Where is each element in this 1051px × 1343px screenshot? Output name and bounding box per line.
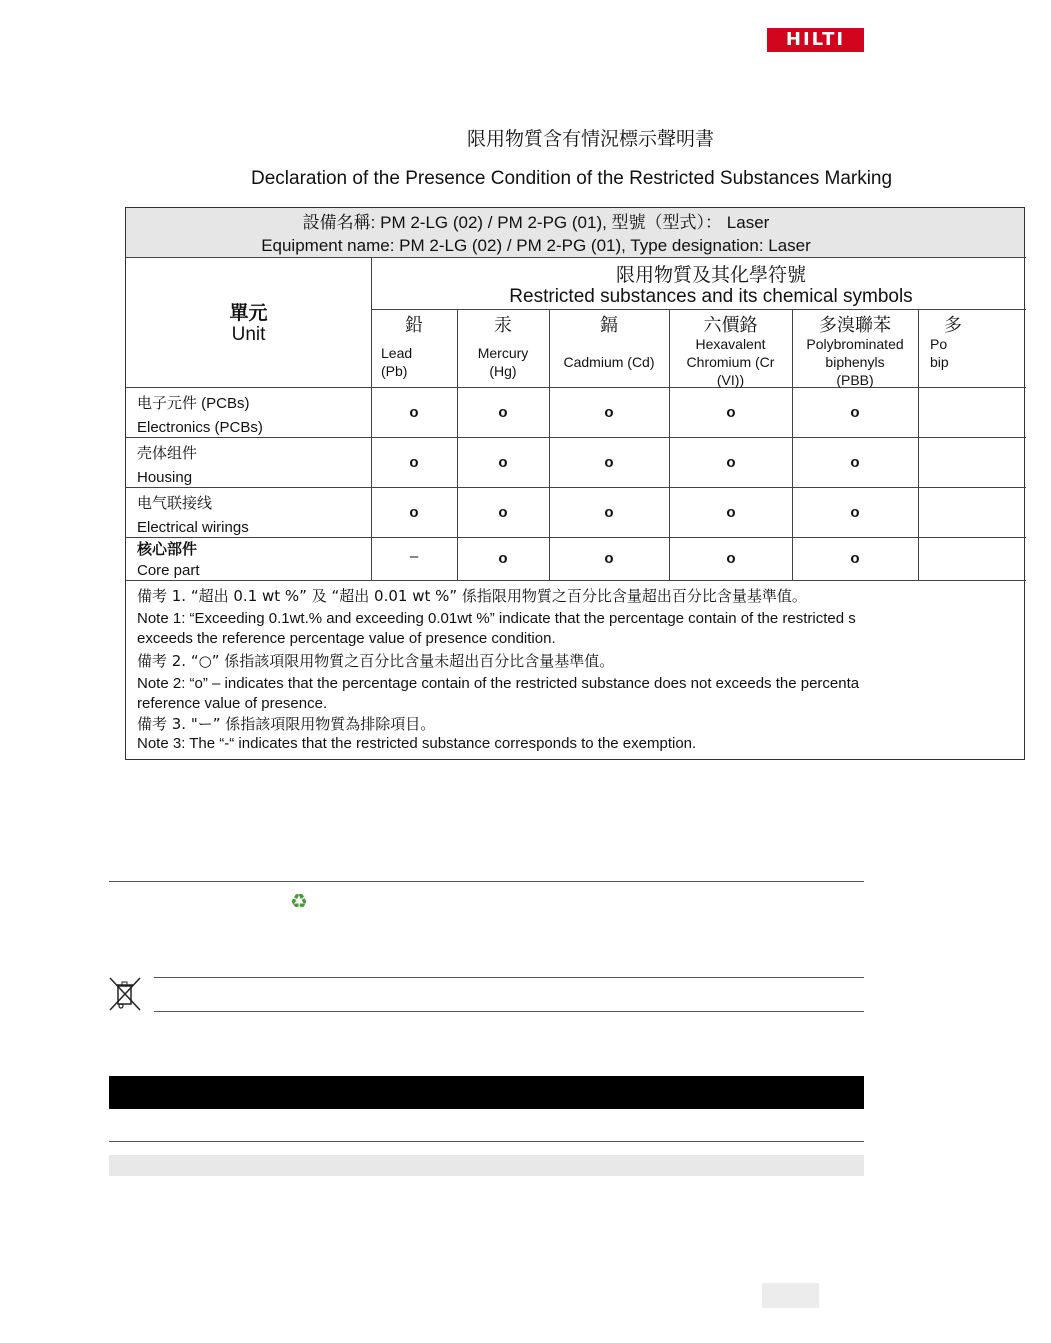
restricted-header-en: Restricted substances and its chemical symbols	[509, 286, 913, 307]
value-cell: o	[409, 404, 419, 421]
note-1-cn: 備考 1. “超出 0.1 wt %” 及 “超出 0.01 wt %” 係指限用物質之百分比含量超出百分比含量基準值。	[137, 587, 807, 605]
row-label-en: Electronics (PCBs)	[137, 419, 263, 436]
value-cell: o	[850, 504, 860, 521]
substance-cn: 汞	[494, 315, 512, 336]
row-label-cn: 电气联接线	[137, 495, 213, 512]
crossed-out-bin-icon	[108, 976, 142, 1012]
substance-en-line2: bip	[930, 354, 949, 370]
page-number-box	[762, 1283, 819, 1308]
value-cell: o	[726, 454, 736, 471]
divider-line	[109, 1141, 864, 1142]
value-cell: o	[604, 454, 614, 471]
title-chinese: 限用物質含有情況標示聲明書	[467, 128, 715, 150]
note-2-en: Note 2: “o” – indicates that the percentage contain of the restricted substance does not exceeds the percenta	[137, 675, 860, 692]
value-cell: o	[850, 550, 860, 567]
value-cell: o	[726, 550, 736, 567]
substance-en-line1: Hexavalent	[695, 336, 766, 352]
row-label-en: Housing	[137, 469, 193, 486]
substance-en-line1: Cadmium (Cd)	[563, 354, 655, 370]
value-cell: o	[498, 550, 508, 567]
row-label-cn: 核心部件	[137, 540, 198, 558]
divider-line	[154, 977, 864, 978]
note-2-cn: 備考 2. “○” 係指該項限用物質之百分比含量未超出百分比含量基準值。	[137, 652, 615, 670]
divider-line	[109, 881, 864, 882]
value-cell: o	[850, 454, 860, 471]
divider-line	[154, 1011, 864, 1012]
value-cell: o	[498, 404, 508, 421]
value-cell: o	[850, 404, 860, 421]
equipment-name-cn: 設備名稱: PM 2-LG (02) / PM 2-PG (01), 型號（型式）： Laser	[302, 213, 770, 232]
substance-cn: 鎘	[600, 315, 618, 336]
substance-en-line2: biphenyls	[825, 354, 885, 370]
substance-en-line1: Lead	[381, 345, 413, 361]
title-english: Declaration of the Presence Condition of the Restricted Substances Marking	[251, 168, 893, 189]
value-cell: o	[409, 504, 419, 521]
row-label-en: Core part	[137, 562, 200, 579]
value-cell: o	[604, 504, 614, 521]
value-cell: o	[604, 404, 614, 421]
note-2-en-cont: reference value of presence.	[137, 695, 328, 712]
substance-en-line1: Mercury	[477, 345, 529, 361]
value-cell: o	[498, 504, 508, 521]
substance-en-line2: Chromium (Cr	[686, 354, 775, 370]
substance-cn: 鉛	[405, 315, 423, 336]
hilti-logo: HILTI	[767, 28, 864, 52]
substance-en-line3: (PBB)	[836, 372, 874, 388]
substance-en-line1: Po	[930, 336, 948, 352]
unit-header-cn: 單元	[229, 302, 268, 324]
value-cell: o	[726, 504, 736, 521]
grey-band	[109, 1155, 864, 1176]
substance-cn: 六價鉻	[703, 315, 758, 336]
unit-header-en: Unit	[231, 324, 266, 345]
substance-en-line1: Polybrominated	[806, 336, 904, 352]
row-label-cn: 电子元件 (PCBs)	[137, 395, 250, 412]
section-bar	[109, 1076, 864, 1109]
value-cell: –	[409, 548, 419, 565]
note-3-cn: 備考 3. "ー” 係指該項限用物質為排除項目。	[137, 715, 436, 733]
restricted-substances-table	[125, 207, 1025, 760]
value-cell: o	[726, 404, 736, 421]
substance-en-line2: (Pb)	[381, 363, 408, 379]
notes-block	[137, 586, 859, 754]
value-cell: o	[604, 550, 614, 567]
substance-cn: 多溴聯苯	[819, 315, 891, 336]
substance-en-line3: (VI))	[716, 372, 745, 388]
recycle-icon: ♻	[290, 889, 308, 913]
restricted-header-cn: 限用物質及其化學符號	[615, 264, 806, 286]
row-label-cn: 壳体组件	[137, 445, 198, 462]
row-label-en: Electrical wirings	[137, 519, 249, 536]
note-3-en: Note 3: The “-“ indicates that the restricted substance corresponds to the exemption.	[137, 735, 697, 752]
substance-en-line2: (Hg)	[489, 363, 517, 379]
equipment-name-en: Equipment name: PM 2-LG (02) / PM 2-PG (01), Type designation: Laser	[261, 236, 811, 255]
substance-cn: 多	[944, 315, 962, 336]
note-1-en-cont: exceeds the reference percentage value of presence condition.	[137, 630, 556, 647]
value-cell: o	[498, 454, 508, 471]
note-1-en: Note 1: “Exceeding 0.1wt.% and exceeding 0.01wt %” indicate that the percentage contain of the restricted s	[137, 610, 856, 627]
value-cell: o	[409, 454, 419, 471]
